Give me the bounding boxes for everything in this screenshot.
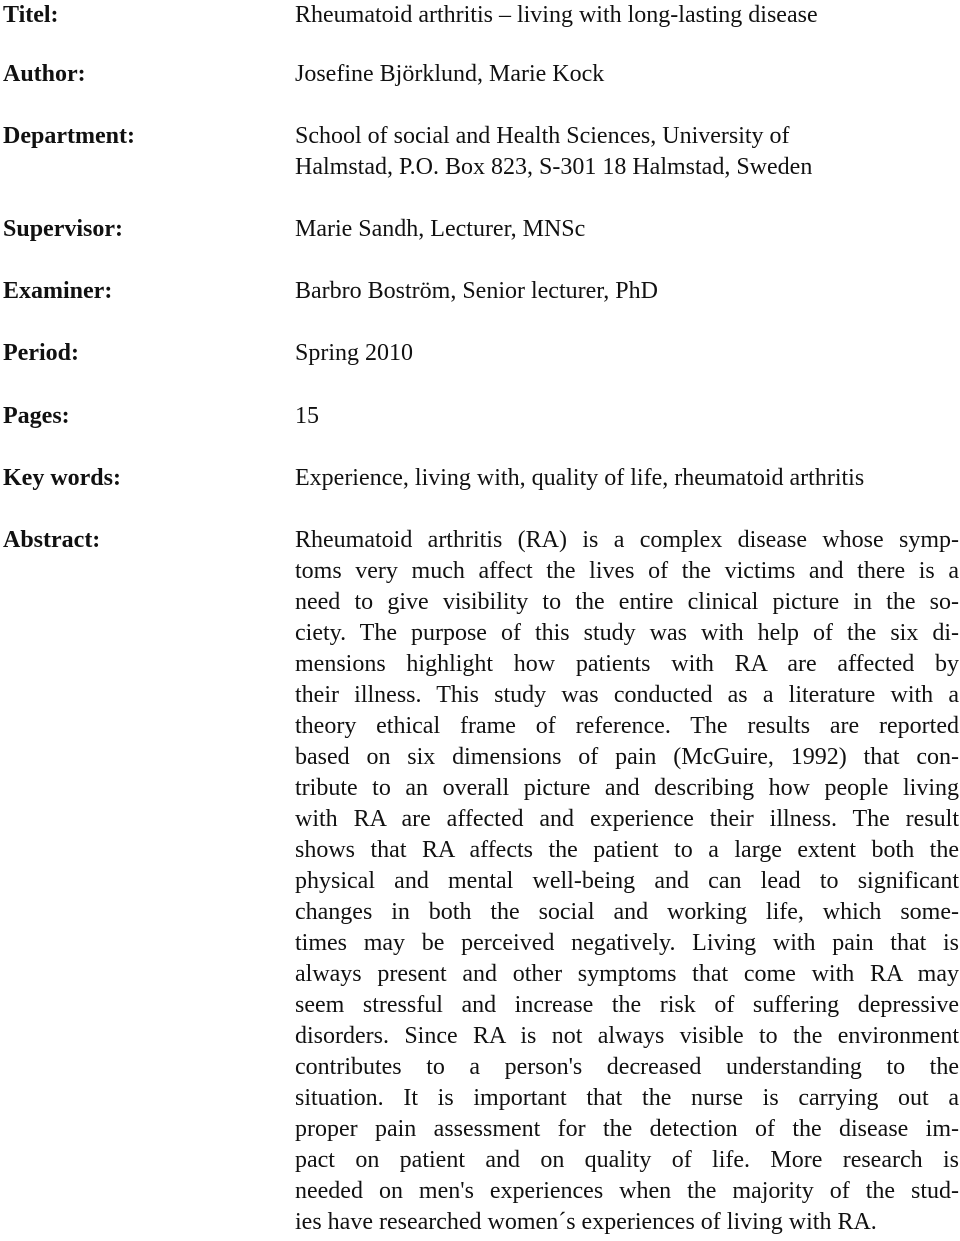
keywords-value: Experience, living with, quality of life, rheumatoid arthritis xyxy=(295,465,865,491)
abstract-line: based on six dimensions of pain (McGuire, 1992) that con- xyxy=(295,744,959,770)
abstract-line: situation. It is important that the nurse is carrying out a xyxy=(295,1085,959,1111)
abstract-line: tribute to an overall picture and describing how people living xyxy=(295,775,959,801)
title-label: Titel: xyxy=(3,2,59,28)
abstract-line: shows that RA affects the patient to a large extent both the xyxy=(295,837,959,863)
abstract-body xyxy=(295,525,959,1238)
abstract-line: with RA are affected and experience their illness. The result xyxy=(295,806,959,832)
abstract-line: ies have researched women´s experiences of living with RA. xyxy=(295,1209,877,1235)
supervisor-label: Supervisor: xyxy=(3,216,123,242)
title-value: Rheumatoid arthritis – living with long-lasting disease xyxy=(295,2,818,28)
abstract-line: theory ethical frame of reference. The results are reported xyxy=(295,713,959,739)
period-label: Period: xyxy=(3,340,79,366)
abstract-line: always present and other symptoms that come with RA may xyxy=(295,961,959,987)
department-value-line2: Halmstad, P.O. Box 823, S-301 18 Halmstad, Sweden xyxy=(295,154,813,180)
supervisor-value: Marie Sandh, Lecturer, MNSc xyxy=(295,216,586,242)
abstract-line: need to give visibility to the entire clinical picture in the so- xyxy=(295,589,959,615)
abstract-line: Rheumatoid arthritis (RA) is a complex disease whose symp- xyxy=(295,527,959,553)
abstract-line: times may be perceived negatively. Living with pain that is xyxy=(295,930,959,956)
abstract-line: needed on men's experiences when the majority of the stud- xyxy=(295,1178,959,1204)
pages-value: 15 xyxy=(295,403,319,429)
abstract-line: pact on patient and on quality of life. More research is xyxy=(295,1147,959,1173)
abstract-line: changes in both the social and working life, which some- xyxy=(295,899,959,925)
abstract-line: physical and mental well-being and can lead to significant xyxy=(295,868,959,894)
examiner-label: Examiner: xyxy=(3,278,113,304)
keywords-label: Key words: xyxy=(3,465,121,491)
department-label: Department: xyxy=(3,123,135,149)
abstract-line: ciety. The purpose of this study was with help of the six di- xyxy=(295,620,959,646)
author-label: Author: xyxy=(3,61,86,87)
department-value-line1: School of social and Health Sciences, University of xyxy=(295,123,790,149)
abstract-label: Abstract: xyxy=(3,527,101,553)
abstract-line: proper pain assessment for the detection of the disease im- xyxy=(295,1116,959,1142)
examiner-value: Barbro Boström, Senior lecturer, PhD xyxy=(295,278,658,304)
abstract-line: their illness. This study was conducted as a literature with a xyxy=(295,682,959,708)
author-value: Josefine Björklund, Marie Kock xyxy=(295,61,605,87)
abstract-line: seem stressful and increase the risk of suffering depressive xyxy=(295,992,959,1018)
pages-label: Pages: xyxy=(3,403,70,429)
abstract-line: toms very much affect the lives of the victims and there is a xyxy=(295,558,959,584)
period-value: Spring 2010 xyxy=(295,340,414,366)
abstract-line: mensions highlight how patients with RA are affected by xyxy=(295,651,959,677)
abstract-line: disorders. Since RA is not always visible to the environment xyxy=(295,1023,959,1049)
abstract-line: contributes to a person's decreased understanding to the xyxy=(295,1054,959,1080)
